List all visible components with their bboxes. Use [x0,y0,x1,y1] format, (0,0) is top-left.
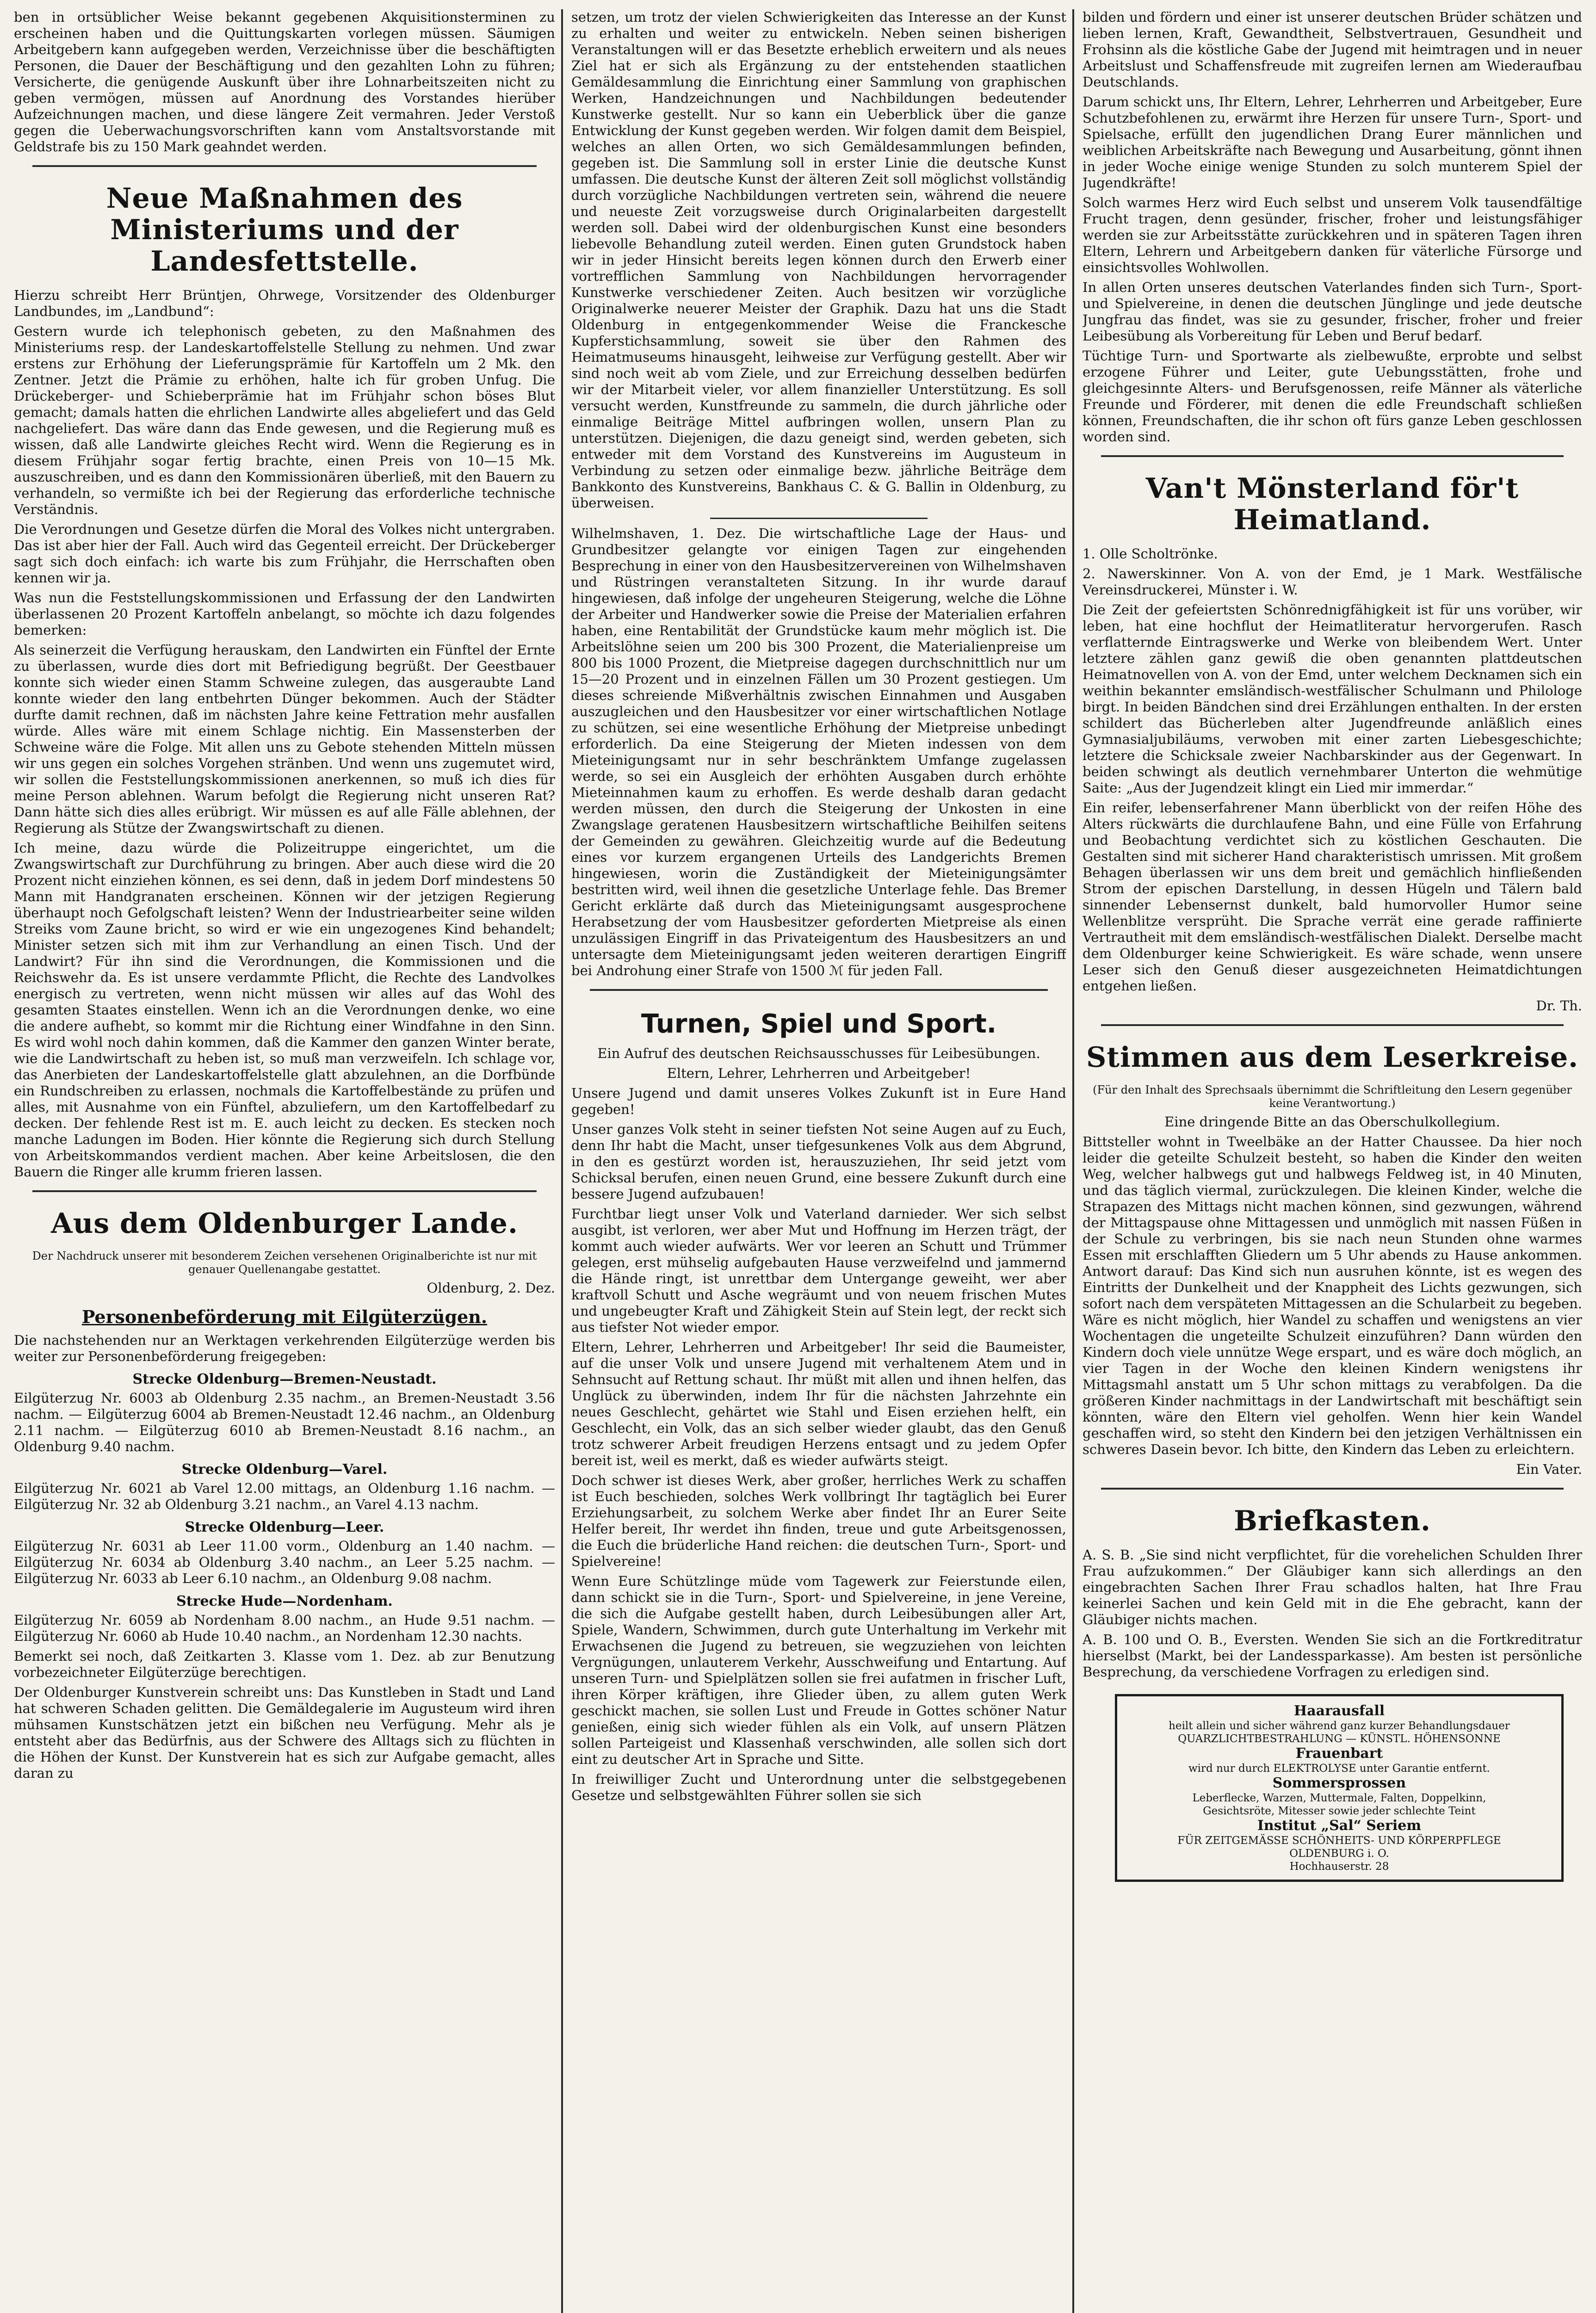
opening-text: ben in ortsüblicher Weise bekannt gegebenen Akquisitionsterminen zu erscheinen haben und die Quittungskarten vorlegen müssen. Säumigen Arbeitgebern kann aufgegeben werden, Verzeichnisse über die beschäftigten Personen, die Dauer der Beschäftigung und den gezahlten Lohn zu führen; Versicherte, die genügende Auskunft über ihre Lohnarbeitszeiten nicht zu geben vermögen, müssen auf Anordnung des Vorstandes hierüber Aufzeichnungen machen, und diese längere Zeit vermahren. Jeder Verstoß gegen die Ueberwachungsvorschriften kann vom Anstaltsvorstande mit Geldstrafe bis zu 150 Mark geahndet werden. [14,9,555,155]
ad-line: OLDENBURG i. O. [1289,1848,1389,1860]
sport-subhead: Ein Aufruf des deutschen Reichsausschusses für Leibesübungen. [597,1045,1040,1061]
headline-leserkreise: Stimmen aus dem Leserkreise. [1086,1041,1579,1074]
article-paragraph: Die Verordnungen und Gesetze dürfen die Moral des Volkes nicht untergraben. Das ist aber hier der Fall. Auch wird das Gegenteil erreicht. Der Drückeberger sagt sich doch einfach: ich warte bis zum Frühjahr, die Herrschaften oben kennen wir ja. [14,521,555,586]
brief-entry: A. B. 100 und O. B., Eversten. Wenden Sie sich an die Fortkreditratur hierselbst (Markt, bei der Landessparkasse). Am besten ist persönliche Besprechung, da verschiedene Vorfragen zu erledigen sind. [1083,1632,1582,1680]
wilhelmshaven-report: Wilhelmshaven, 1. Dez. Die wirtschaftliche Lage der Haus- und Grundbesitzer gelangte vor einigen Tagen zur eingehenden Besprechung in einer von den Hausbesitzervereinen von Wilhelmshaven und Rüstringen veranstalteten Sitzung. In ihr wurde darauf hingewiesen, daß infolge der ungeheuren Steigerung, welche die Löhne der Arbeiter und Handwerker sowie die Preise der Materialien erfahren haben, eine Rentabilität der Grundstücke kaum mehr möglich ist. Die Arbeitslöhne seien um 200 bis 300 Prozent, die Materialienpreise um 800 bis 1000 Prozent, die Mietpreise dagegen durchschnittlich nur um 15—20 Prozent und in einzelnen Fällen um 30 Prozent gestiegen. Um dieses schreiende Mißverhältnis zwischen Einnahmen und Ausgaben auszugleichen und den Hausbesitzer vor einer wirtschaftlichen Notlage zu schützen, sei eine wesentliche Erhöhung der Mietpreise unbedingt erforderlich. Da eine Steigerung der Mieten indessen von dem Mieteinigungsamt nur in sehr beschränktem Umfange zugelassen werde, so sei ein Ausgleich der erhöhten Ausgaben durch erhöhte Mieteinnahmen kaum zu erhoffen. Es werde deshalb daran gedacht werden müssen, den durch die Steigerung der Unkosten in eine Zwangslage geratenen Hausbesitzern wirtschaftliche Beihilfen seitens der Gemeinden zu gewähren. Gleichzeitig wurde auf die Bedeutung eines vor kurzem ergangenen Urteils des Landgerichts Bremen hingewiesen, worin die Zuständigkeit der Mieteinigungsämter bestritten wird, weil ihnen die gesetzliche Unterlage fehle. Das Bremer Gericht erklärte daß durch das Mieteinigungsamt ausgesprochene Herabsetzung der vom Hausbesitzer geforderten Mietpreise als einen unzulässigen Eingriff in das Privateigentum des Hausbesitzers an und untersagte dem Mieteinigungsamt jeden weiteren derartigen Eingriff bei Androhung einer Strafe von 1500 ℳ für jeden Fall. [571,526,1066,978]
sport-salutation: Eltern, Lehrer, Lehrherren und Arbeitgeber! [667,1065,971,1081]
leser-body: Bittsteller wohnt in Tweelbäke an der Hatter Chaussee. Da hier noch leider die geteilte Schulzeit besteht, so haben die Kinder den weiten Weg, welcher halbwegs gut und halbwegs Feldweg ist, in 40 Minuten, und das täglich viermal, zurückzulegen. Die kleinen Kinder, welche die Strapazen des Mittags nicht machen können, sind gezwungen, während der Mittagspause ohne Mittagessen und unmöglich mit nassen Füßen in der Schule zu verbringen, bis sie nach neun Stunden ohne warmes Essen mit erschlafften Gliedern um 5 Uhr abends zu Hause ankommen. Antwort darauf: Das Kind sich nun ausruhen könnte, ist es wegen des Eintritts der Dunkelheit und der Knappheit des Lichts gezwungen, sich sofort nach dem verspäteten Mittagessen an die Schularbeit zu begeben. Wäre es nicht möglich, hier Wandel zu schaffen und wenigstens an vier Wochentagen die ungeteilte Schulzeit einzuführen? Dann würden den Kindern doch viele unnütze Wege erspart, und es wäre doch möglich, an vier Tagen in der Woche den kleinen Kindern wenigstens ihr Mittagsmahl anstatt um 5 Uhr schon mittags zu verabfolgen. Da die größeren Kinder nachmittags in der Landwirtschaft mit beschäftigt sein könnten, wäre den Eltern viel geholfen. Wenn hier kein Wandel geschaffen wird, so steht den Kindern bei den jetzigen Verhältnissen ein schweres Dasein bevor. Ich bitte, den Kindern das Leben zu erleichtern. [1083,1134,1582,1457]
sport-continued: bilden und fördern und einer ist unserer deutschen Brüder schätzen und lieben lernen, Kraft, Gewandtheit, Selbstvertrauen, Gesundheit und Frohsinn als die köstliche Gabe der Jugend mit heimtragen und in neuer Arbeitslust und Schaffensfreude mit zugreifen lernen am Wiederaufbau Deutschlands. [1083,9,1582,90]
sport-continued: Tüchtige Turn- und Sportwarte als zielbewußte, erprobte und selbst erzogene Führer und Leiter, gute Uebungsstätten, frohe und gleichgesinnte Alters- und Berufsgenossen, reife Männer als väterliche Freunde und Förderer, mit denen die edle Freundschaft schließen können, Freundschaften, die ihr schon oft fürs ganze Leben geschlossen worden sind. [1083,348,1582,445]
divider [1101,1488,1564,1490]
headline-ministerium: Neue Maßnahmen des Ministeriums und der Landesfettstelle. [106,182,463,278]
ad-line: FÜR ZEITGEMÄSSE SCHÖNHEITS- UND KÖRPERPFLEGE [1177,1835,1501,1847]
ad-line: Leberflecke, Warzen, Muttermale, Falten, Doppelkinn, [1192,1792,1486,1804]
ad-line: Gesichtsröte, Mitesser sowie jeder schlechte Teint [1203,1805,1476,1817]
kunstverein-text: Der Oldenburger Kunstverein schreibt uns: Das Kunstleben in Stadt und Land hat schweren Schaden gelitten. Die Gemäldegalerie im Augusteum wird ihren mühsamen Kunstschätzen jetzt ein bißchen neu Verfügung. Mehr als je entsteht aber das Bedürfnis, aus der Schwere des Alltags sich zu flüchten in die Höhen der Kunst. Der Kunstverein hat es sich zur Aufgabe gemacht, alles daran zu [14,1684,555,1781]
route-name: Strecke Oldenburg—Bremen-Neustadt. [132,1371,437,1387]
article-paragraph: Gestern wurde ich telephonisch gebeten, zu den Maßnahmen des Ministeriums resp. der Landeskartoffelstelle Stellung zu nehmen. Und zwar erstens zur Erhöhung der Lieferungsprämie für Kartoffeln um 2 Mk. den Zentner. Jetzt die Prämie zu erhöhen, halte ich für groben Unfug. Die Drückeberger- und Schieberprämie hat im Frühjahr schon böses Blut gemacht; damals hatten die ehrlichen Landwirte alles abgeliefert und das Geld nachgeliefert. Das wäre dann das Ende gewesen, und die Regierung muß es wissen, daß alle Landwirte gleiches Recht wird. Wenn die Regierung es in diesem Frühjahr sogar fertig brachte, einen Preis von 10—15 Mk. auszuschreiben, und es dann den Kommissionären überließ, mit den Bauern zu verhandeln, so vermißte ich bei der Regierung das erforderliche technische Verständnis. [14,323,555,517]
sport-continued: Solch warmes Herz wird Euch selbst und unserem Volk tausendfältige Frucht tragen, denn gesünder, frischer, froher und leistungsfähiger werden sie zur Arbeitsstätte zurückkehren und in späteren Tagen ihren Eltern, Lehrern und Arbeitgebern danken für väterliche Fürsorge und einsichtsvolles Wohlwollen. [1083,195,1582,275]
article-intro: Hierzu schreibt Herr Brüntjen, Ohrwege, Vorsitzender des Oldenburger Landbundes, im „Landbund“: [14,287,555,319]
brief-entry: A. S. B. „Sie sind nicht verpflichtet, für die vorehelichen Schulden Ihrer Frau aufzukommen.“ Der Gläubiger kann sich allerdings an den eingebrachten Sachen Ihrer Frau schadlos halten, hat Ihre Frau keinerlei Sachen und kein Geld mit in die Ehe gebracht, kann der Gläubiger nichts machen. [1083,1547,1582,1627]
article-paragraph: Unsere Jugend und damit unseres Volkes Zukunft ist in Eure Hand gegeben! [571,1085,1066,1117]
route-name: Strecke Oldenburg—Leer. [185,1519,384,1535]
route-times: Eilgüterzug Nr. 6003 ab Oldenburg 2.35 nachm., an Bremen-Neustadt 3.56 nachm. — Eilgüterzug 6004 ab Bremen-Neustadt 12.46 nachm., an Oldenburg 2.11 nachm. — Eilgüterzug 6010 ab Bremen-Neustadt 8.16 nachm., an Oldenburg 9.40 nachm. [14,1390,555,1454]
divider [32,1190,537,1192]
article-paragraph: Ich meine, dazu würde die Polizeitruppe eingerichtet, um die Zwangswirtschaft zur Durchführung zu bringen. Aber auch diese wird die 20 Prozent nicht einziehen können, es sei denn, daß in jedem Dorf mindestens 50 Mann mit Handgranaten erscheinen. Können wir der jetzigen Regierung überhaupt noch Gefolgschaft leisten? Wenn der Industriearbeiter seine wilden Streiks vom Zaune bricht, so wird er wie ein ungezogenes Kind behandelt; Minister setzen sich mit ihm zur Verhandlung an einen Tisch. Und der Landwirt? Für ihn sind die Verordnungen, die Kommissionen und die Reichswehr da. Es ist unsere verdammte Pflicht, die Rechte des Landvolkes energisch zu vertreten, wenn nicht müssen wir alles auf das Wohl des gesamten Staates einstellen. Wenn ich an die Verordnungen denke, wo eine die andere aufhebt, so kommt mir die Richtung einer Windfahne in den Sinn. Es wird wohl noch dahin kommen, daß die Kammer den ganzen Winter berate, wie die Landwirtschaft zu heben ist, so muß man verzweifeln. Ich schlage vor, das Anerbieten der Landeskartoffelstelle glatt abzulehnen, an die Dorfbünde ein Rundschreiben zu erlassen, nochmals die Kartoffelbestände zu prüfen und alles, mit Ausnahme von ein Fünftel, abzuliefern, um den Kartoffelbedarf zu decken. Der fehlende Rest ist m. E. auch leicht zu decken. Es stecken noch manche Ladungen im Boden. Hier könnte die Regierung sich durch Stellung von Arbeitskommandos verdient machen. Aber keine Arbeitslosen, die den Bauern die Ringer alle krumm frieren lassen. [14,840,555,1180]
ad-line: wird nur durch ELEKTROLYSE unter Garantie entfernt. [1188,1763,1490,1775]
closing-note: Bemerkt sei noch, daß Zeitkarten 3. Klasse vom 1. Dez. ab zur Benutzung vorbezeichneter Eilgüterzüge berechtigen. [14,1648,555,1680]
divider [1101,455,1564,457]
article-paragraph: Die Zeit der gefeiertsten Schönrednigfähigkeit ist für uns vorüber, wir leben, hat eine hochflut der Heimatliteratur hervorgerufen. Rasch verflatternde Eintragswerke und Werke von bleibendem Wert. Unter letztere zählen ganz gewiß die oben genannten plattdeutschen Heimatnovellen von A. von der Emd, unter welchem Decknamen sich ein weithin bekannter emsländisch-westfälischer Schulmann und Philologe birgt. In beiden Bändchen sind drei Erzählungen enthalten. In der ersten schildert das Bücherleben alter Jugendfreunde anläßlich eines Gymnasialjubiläums, verwoben mit einer zarten Liebesgeschichte; letztere die Schicksale zweier Nachbarskinder aus der Gegenwart. In beiden schwingt als deutlich vernehmbarer Unterton die wehmütige Saite: „Aus der Jugendzeit klingt ein Lied mir immerdar.“ [1083,602,1582,796]
ad-line: Frauenbart [1295,1745,1383,1762]
subhead-eilgueterzuege: Personenbeförderung mit Eilgüterzügen. [81,1306,488,1327]
column-3 [1083,9,1582,2313]
ad-line: heilt allein und sicher während ganz kurzer Behandlungsdauer [1169,1720,1510,1732]
column-1 [14,9,555,2313]
route-name: Strecke Hude—Nordenham. [176,1593,393,1609]
article-paragraph: Was nun die Feststellungskommissionen und Erfassung der den Landwirten überlassenen 20 Prozent Kartoffeln anbelangt, so möchte ich dazu folgendes bemerken: [14,590,555,638]
signature: Ein Vater. [1516,1461,1582,1477]
route-name: Strecke Oldenburg—Varel. [181,1461,388,1478]
article-paragraph: Als seinerzeit die Verfügung herauskam, den Landwirten ein Fünftel der Ernte zu überlassen, wurde dies dort mit Befriedigung begrüßt. Der Geestbauer konnte sich wieder einen Stamm Schweine zulegen, das ausgeraubte Land konnte wieder den lang entbehrten Dünger bekommen. Auch der Städter durfte damit rechnen, daß im nächsten Jahre keine Fettration mehr ausfallen würde. Alles wäre mit einem Schlage nichtig. Ein Massensterben der Schweine wäre die Folge. Mit allen uns zu Gebote stehenden Mitteln müssen wir uns gegen ein solches Vorgehen stränben. Und wenn uns zugemutet wird, wir sollen die Feststellungskommissionen anerkennen, so muß ich dies für meine Person ablehnen. Warum befolgt die Regierung nicht unseren Rat? Dann hätte sich dies alles erübrigt. Wir müssen es auf alle Fälle ablehnen, der Regierung als Stütze der Zwangswirtschaft zu dienen. [14,642,555,836]
headline-briefkasten: Briefkasten. [1234,1505,1431,1537]
article-paragraph: Ein reifer, lebenserfahrener Mann überblickt von der reifen Höhe des Alters rückwärts die durchlaufene Bahn, und eine Fülle von Erfahrung und Beobachtung verdichtet sich zu köstlichen Geschauten. Die Gestalten sind mit sicherer Hand charakteristisch umrissen. Mit großem Behagen überlassen wir uns dem breit und gemächlich hinfließenden Strom der epischen Darstellung, in dessen Hügeln und Tälern bald sinnender Lebensernst dunkelt, bald humorvoller Humor seine Wellenblitze versprüht. Die Sprache verrät eine gerade raffinierte Vertrautheit mit dem emsländisch-westfälischen Dialekt. Derselbe macht dem Oldenburger keine Schwierigkeit. Es wäre schade, wenn unsere Leser sich den Genuß dieser ausgezeichneten Heimatdichtungen entgehen ließen. [1083,800,1582,994]
headline-moensterland: Van't Mönsterland för't Heimatland. [1145,472,1519,536]
divider [32,165,537,167]
divider [590,989,1048,991]
divider [1101,1024,1564,1026]
article-paragraph: Doch schwer ist dieses Werk, aber großer, herrliches Werk zu schaffen ist Euch beschieden, solches Werk vollbringt Ihr tagtäglich bei Eurer Erziehungsarbeit, zu solchem Werke aber findet Ihr an Eurer Seite Helfer bereit, Ihr werdet ihn finden, treue und gute Arbeitsgenossen, die Euch die brüderliche Hand reichen: die deutschen Turn-, Sport- und Spielvereine! [571,1472,1066,1569]
book-item: 2. Nawerskinner. Von A. von der Emd, je 1 Mark. Westfälische Vereinsdruckerei, Münster i. W. [1083,566,1582,598]
ad-line: QUARZLICHTBESTRAHLUNG — KÜNSTL. HÖHENSONNE [1178,1733,1501,1745]
article-paragraph: Wenn Eure Schützlinge müde vom Tagewerk zur Feierstunde eilen, dann schickt sie in die Turn-, Sport- und Spielvereine, in jene Vereine, die sich die Aufgabe gestellt haben, durch Leibesübungen aller Art, Spiele, Wandern, Schwimmen, durch gute Unterhaltung im Verkehr mit Erwachsenen die Jugend zu betreuen, sie wegzuziehen von leichten Vergnügungen, unlauterem Verkehr, Ausschweifung und Entartung. Auf unseren Turn- und Spielplätzen sollen sie frei aufatmen in frischer Luft, ihren Körper kräftigen, ihre Glieder üben, zu allem guten Werk geschickt machen, sie sollen Lust und Freude in Gottes schöner Natur genießen, einig sich wieder fühlen als ein Volk, auf unsern Plätzen sollen Parteigeist und Klassenhaß verschwinden, alle sollen sich dort eint zu deutscher Art in Sprache und Sitte. [571,1573,1066,1767]
ad-line: Haarausfall [1293,1703,1385,1719]
ad-line: Sommersprossen [1272,1775,1406,1791]
signature: Dr. Th. [1536,998,1582,1014]
book-item: 1. Olle Scholtrönke. [1083,546,1218,562]
article-paragraph: Unser ganzes Volk steht in seiner tiefsten Not seine Augen auf zu Euch, denn Ihr habt die Macht, unser tiefgesunkenes Volk aus dem Abgrund, in den es gestürzt worden ist, herauszuziehen, Ihr seid jetzt vom Schicksal berufen, einen neuen Grund, eine bessere Zukunft durch eine bessere Jugend aufzubauen! [571,1121,1066,1202]
article-paragraph: Eltern, Lehrer, Lehrherren und Arbeitgeber! Ihr seid die Baumeister, auf die unser Volk und unsere Jugend mit verhaltenem Atem und in Sehnsucht auf Rettung schaut. Ihr müßt mit allen und ihnen helfen, das Unglück zu überwinden, indem Ihr für die nächsten Jahrzehnte ein neues Geschlecht, gehärtet wie Stahl und Eisen erziehen helft, ein Geschlecht, ein Volk, das an sich selber wieder glaubt, das den Genuß trotz schwerer Arbeit freudigen Herzens entsagt und zu jedem Opfer bereit ist, weil es merkt, daß es wieder aufwärts steigt. [571,1339,1066,1468]
sport-continued: In allen Orten unseres deutschen Vaterlandes finden sich Turn-, Sport- und Spielvereine, in denen die deutschen Jünglinge und jede deutsche Jungfrau das findet, was sie zu gesunder, frischer, froher und freier Leibesübung als Vorbereitung für Leben und Beruf bedarf. [1083,279,1582,344]
sport-continued: Darum schickt uns, Ihr Eltern, Lehrer, Lehrherren und Arbeitgeber, Eure Schutzbefohlenen zu, erwärmt ihre Herzen für unsere Turn-, Sport- und Spielsache, erfüllt den jugendlichen Drang Eurer männlichen und weiblichen Arbeitskräfte nach Bewegung und Ausarbeitung, gönnt ihnen in jeder Woche einige wenige Stunden zu solch munterem Spiel der Jugendkräfte! [1083,94,1582,191]
route-times: Eilgüterzug Nr. 6021 ab Varel 12.00 mittags, an Oldenburg 1.16 nachm. — Eilgüterzug Nr. 32 ab Oldenburg 3.21 nachm., an Varel 4.13 nachm. [14,1480,555,1512]
ad-line: Hochhauserstr. 28 [1289,1861,1389,1873]
leser-subhead: Eine dringende Bitte an das Oberschulkollegium. [1164,1114,1500,1130]
route-times: Eilgüterzug Nr. 6031 ab Leer 11.00 vorm., Oldenburg an 1.40 nachm. — Eilgüterzug Nr. 6034 ab Oldenburg 3.40 nachm., an Leer 5.25 nachm. — Eilgüterzug Nr. 6033 ab Leer 6.10 nachm., an Oldenburg 9.08 nachm. [14,1538,555,1586]
leser-disclaimer: (Für den Inhalt des Sprechsaals übernimmt die Schriftleitung den Lesern gegenüber keine Verantwortung.) [1093,1083,1572,1110]
route-times: Eilgüterzug Nr. 6059 ab Nordenham 8.00 nachm., an Hude 9.51 nachm. — Eilgüterzug Nr. 6060 ab Hude 10.40 nachm., an Nordenham 12.30 nachts. [14,1612,555,1644]
headline-sport: Turnen, Spiel und Sport. [641,1009,997,1039]
section-intro: Die nachstehenden nur an Werktagen verkehrenden Eilgüterzüge werden bis weiter zur Personenbeförderung freigegeben: [14,1332,555,1364]
advertisement-box [1115,1694,1564,1882]
dateline: Oldenburg, 2. Dez. [427,1280,555,1296]
headline-oldenburger-lande: Aus dem Oldenburger Lande. [51,1207,518,1240]
divider [710,518,928,519]
article-paragraph: Furchtbar liegt unser Volk und Vaterland darnieder. Wer sich selbst ausgibt, ist verloren, wer aber Mut und Hoffnung im Herzen trägt, der kommt auch wieder aufwärts. Wer vor leeren an Schutt und Trümmer gelegen, erst mühselig aufgebauten Hause verzweifelnd und jammernd die Hände ringt, ist unrettbar dem Untergange geweiht, wer aber kraftvoll Schutt und Asche wegräumt und von neuem frischen Mutes und ungebeugter Kraft und Zähigkeit Stein auf Stein legt, der reckt sich aus tiefster Not wieder empor. [571,1206,1066,1335]
kunstverein-continued: setzen, um trotz der vielen Schwierigkeiten das Interesse an der Kunst zu erhalten und weiter zu entwickeln. Neben seinen bisherigen Veranstaltungen will er das Besetzte erheblich erweitern und als neues Ziel hat er sich als Ergänzung zu der entstehenden staatlichen Gemäldesammlung die Einrichtung einer Sammlung von graphischen Werken, Handzeichnungen und Nachbildungen bedeutender Kunstwerke gestellt. Nur so kann ein Ueberblick über die ganze Entwicklung der Kunst gegeben werden. Wir folgen damit dem Beispiel, welches an allen Orten, wo sich Gemäldesammlungen befinden, gegeben ist. Die Sammlung soll in erster Linie die deutsche Kunst umfassen. Die deutsche Kunst der älteren Zeit soll möglichst vollständig durch vorzügliche Nachbildungen vertreten sein, während die neuere und neueste Zeit vorzugsweise durch Originalarbeiten dargestellt werden soll. Dabei wird der oldenburgischen Kunst eine besonders liebevolle Behandlung zuteil werden. Einen guten Grundstock haben wir in jeder Hinsicht bereits legen können durch den Erwerb einer vortrefflichen Sammlung von Nachbildungen hervorragender Kunstwerke verschiedener Zeiten. Auch besitzen wir vorzügliche Originalwerke neuerer Meister der Graphik. Dazu hat uns die Stadt Oldenburg in entgegenkommender Weise die Franckesche Kupferstichsammlung, soweit sie über den Rahmen des Heimatmuseums hinausgeht, leihweise zur Verfügung gestellt. Aber wir sind noch weit ab vom Ziele, und zur Erreichung desselben bedürfen wir der Mitarbeit vieler, vor allem finanzieller Unterstützung. Es soll versucht werden, Kunstfreunde zu sammeln, die durch jährliche oder einmalige Beiträge Mittel aufbringen wollen, unsern Plan zu unterstützen. Diejenigen, die dazu geneigt sind, werden gebeten, sich entweder mit dem Vorstand des Kunstvereins im Augusteum in Verbindung zu setzen oder einmalige bezw. jährliche Beiträge dem Bankkonto des Kunstvereins, Bankhaus C. & G. Ballin in Oldenburg, zu überweisen. [571,9,1066,511]
column-rule [561,9,563,2313]
column-rule [1072,9,1074,2313]
ad-line: Institut „Sal“ Seriem [1257,1818,1422,1834]
article-paragraph: In freiwilliger Zucht und Unterordnung unter die selbstgegebenen Gesetze und selbstgewählten Führer sollen sie sich [571,1771,1066,1803]
reprint-note: Der Nachdruck unserer mit besonderem Zeichen versehenen Originalberichte ist nur mit genauer Quellenangabe gestattet. [32,1249,537,1276]
column-2 [571,9,1066,2313]
